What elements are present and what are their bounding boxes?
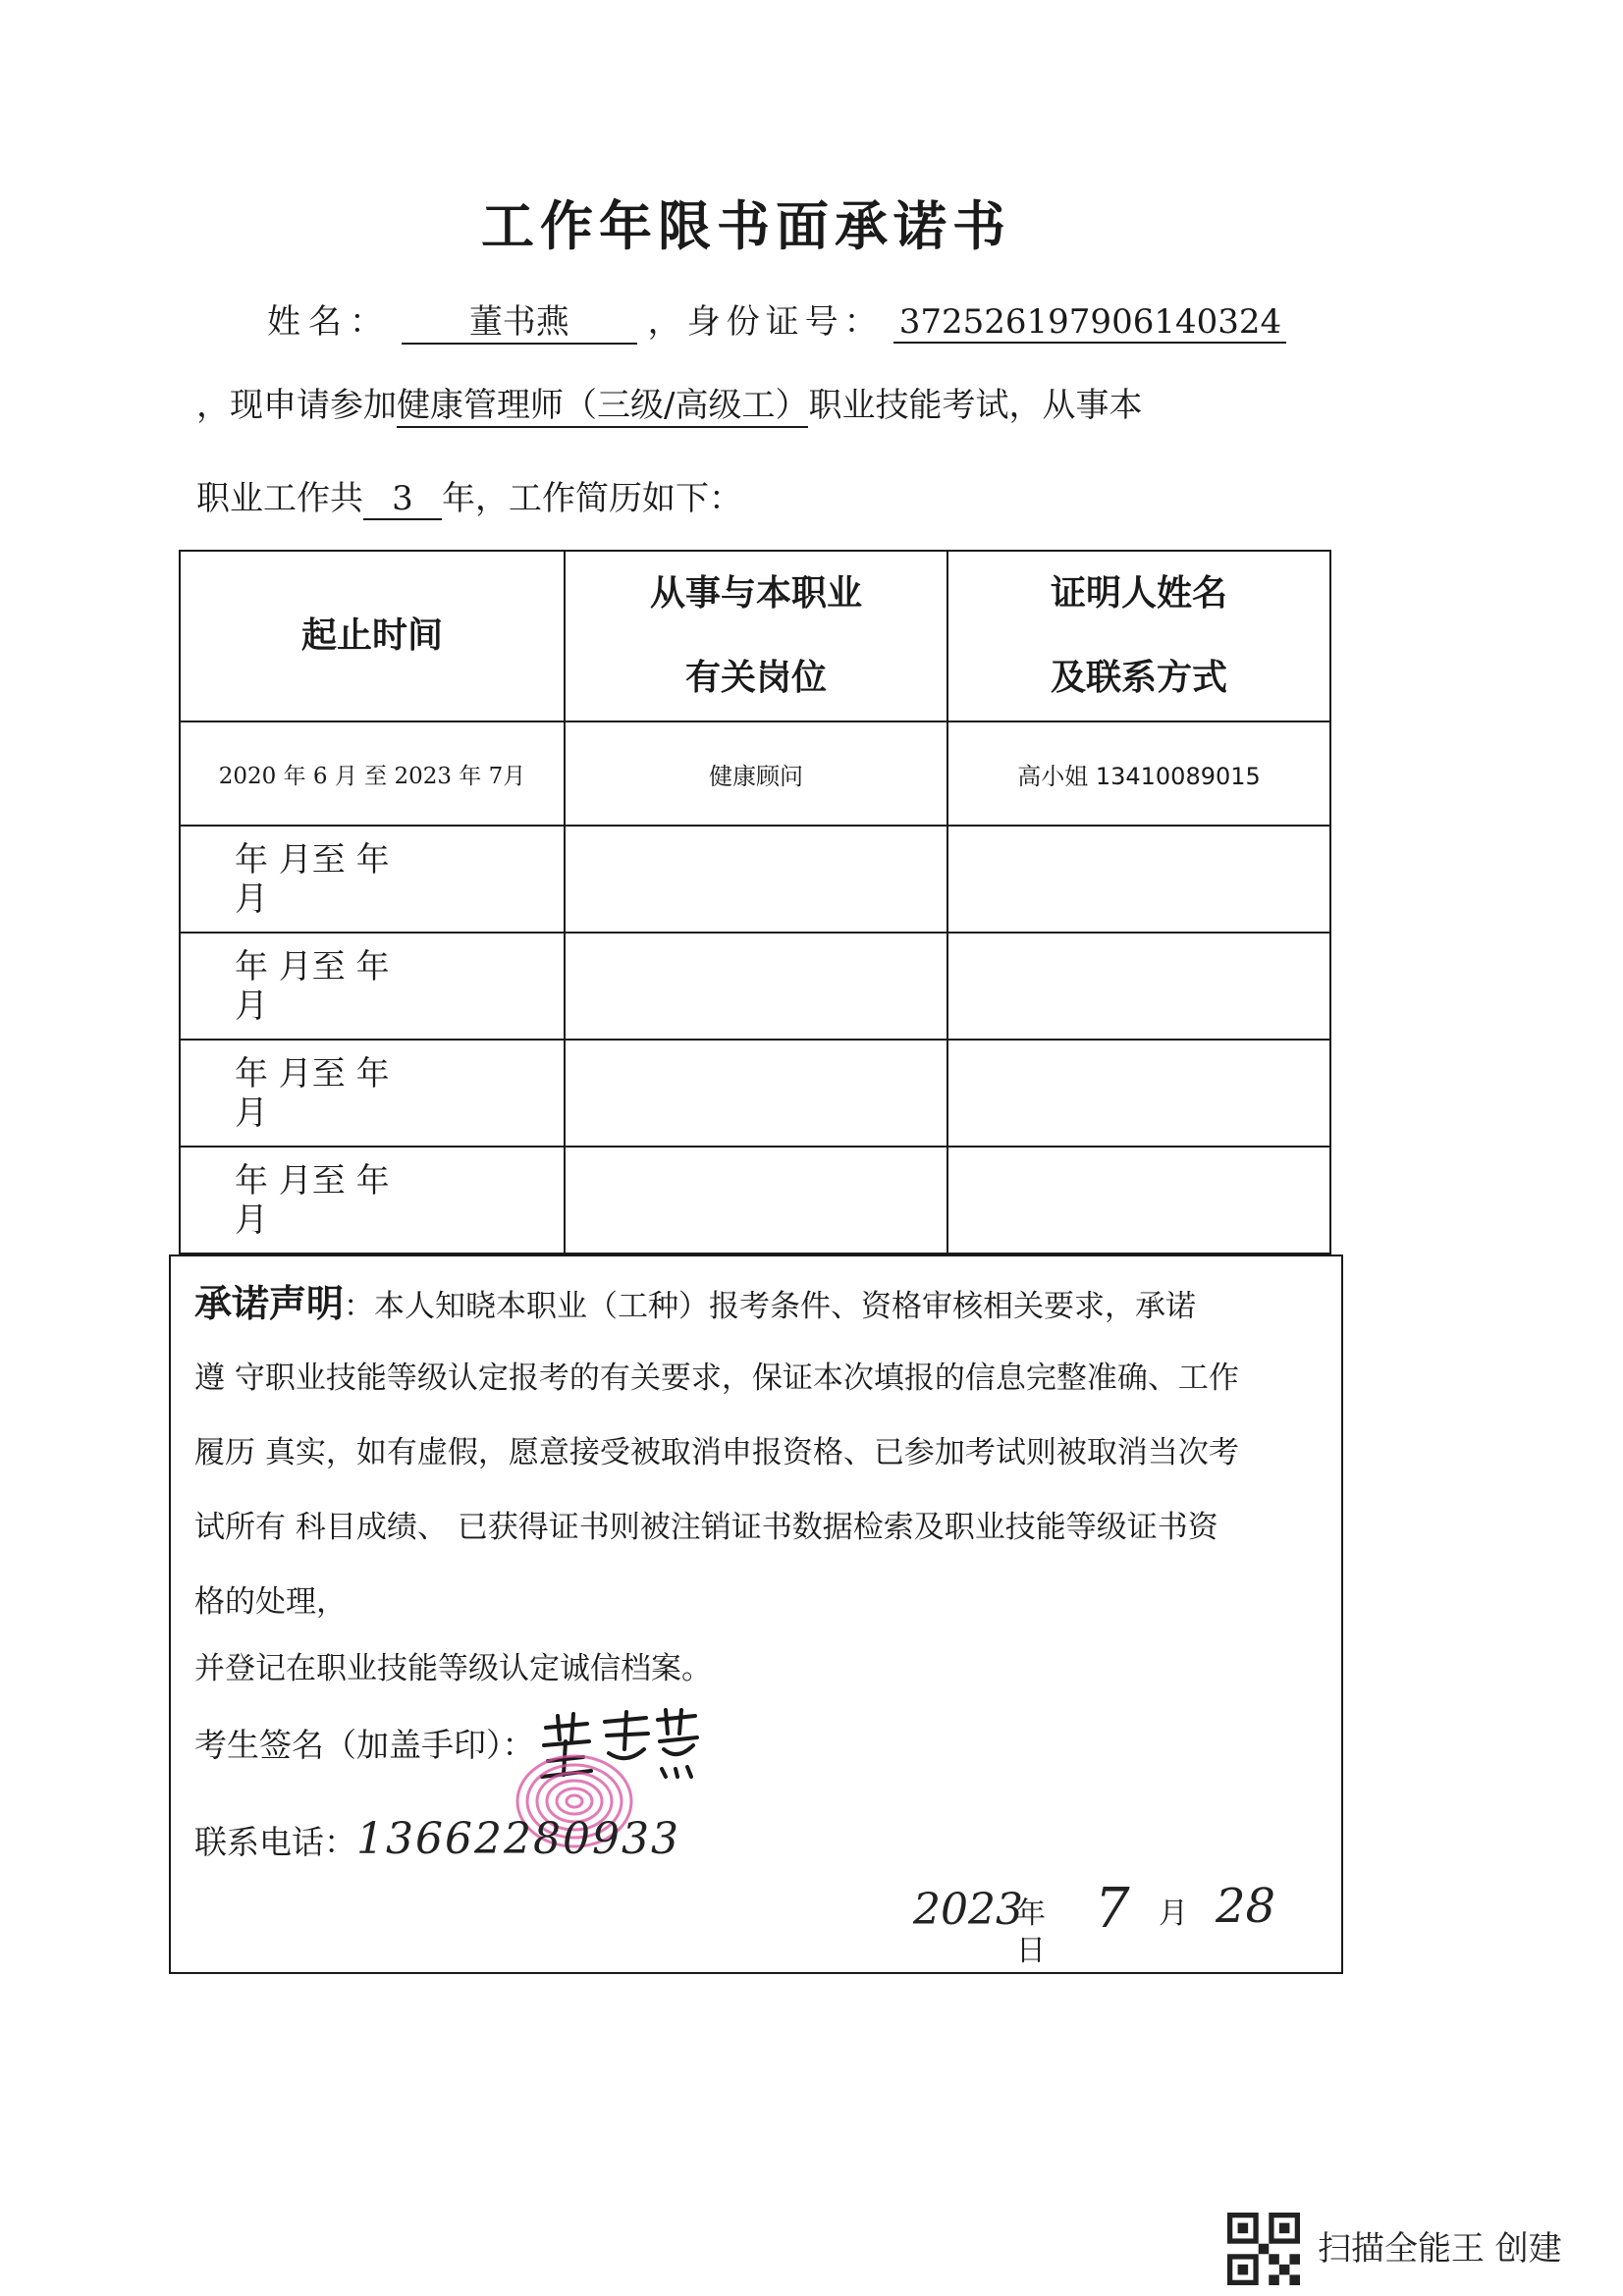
header-reference: 证明人姓名 及联系方式: [947, 551, 1330, 721]
date-day: 28: [1216, 1879, 1276, 1934]
phone-label: 联系电话：: [194, 1823, 356, 1861]
id-label: ，身份证号：: [647, 302, 884, 342]
date-month-label: 月: [1159, 1896, 1188, 1931]
pledge-line-3: 履历 真实，如有虚假，愿意接受被取消申报资格、已参加考试则被取消当次考: [194, 1435, 1239, 1470]
reference-cell: [947, 826, 1330, 933]
reference-cell: [947, 1147, 1330, 1254]
position-cell: [565, 1040, 947, 1147]
name-value: 董书燕: [402, 294, 637, 345]
years-value: 3: [363, 479, 442, 520]
name-label: 姓名：: [267, 302, 391, 342]
phone-line: [194, 1814, 680, 1864]
period-cell: 2020 年 6 月 至 2023 年 7月: [180, 721, 565, 826]
scanner-brand-text: 扫描全能王 创建: [1318, 2229, 1562, 2269]
pledge-line-2: 遵 守职业技能等级认定报考的有关要求，保证本次填报的信息完整准确、工作: [194, 1361, 1239, 1396]
identity-line: [267, 294, 1286, 345]
years-prefix: 职业工作共: [196, 479, 363, 518]
date-year-label: 年: [1016, 1896, 1046, 1931]
period-cell: 年 月至 年 月: [180, 1040, 565, 1147]
id-number-value: 372526197906140324: [893, 302, 1286, 344]
header-period: 起止时间: [180, 551, 565, 721]
position-cell: [565, 826, 947, 933]
years-suffix: 年，工作简历如下：: [442, 479, 742, 518]
period-cell: 年 月至 年 月: [180, 826, 565, 933]
date-month: 7: [1095, 1877, 1130, 1941]
position-cell: [565, 1147, 947, 1254]
qr-code-icon: [1227, 2213, 1300, 2285]
position-cell: [565, 933, 947, 1040]
table-row: [180, 1147, 1330, 1254]
pledge-heading: 承诺声明: [194, 1282, 345, 1325]
phone-value: 13662280933: [356, 1814, 680, 1864]
pledge-line-6: 并登记在职业技能等级认定诚信档案。: [194, 1651, 712, 1686]
reference-cell: [947, 933, 1330, 1040]
pledge-line-4: 试所有 科目成绩、 已获得证书则被注销证书数据检索及职业技能等级证书资: [194, 1510, 1218, 1545]
pledge-line-5: 格的处理，: [194, 1584, 347, 1620]
table-row: [180, 1040, 1330, 1147]
exam-name: 健康管理师（三级/高级工）: [397, 378, 808, 428]
table-row: [180, 933, 1330, 1040]
position-cell: 健康顾问: [565, 721, 947, 826]
work-history-table: [179, 550, 1331, 1255]
reference-cell: 高小姐 13410089015: [947, 721, 1330, 826]
pledge-line-1: 承诺声明：本人知晓本职业（工种）报考条件、资格审核相关要求，承诺: [194, 1282, 1197, 1325]
apply-line: [196, 378, 1142, 428]
reference-cell: [947, 1040, 1330, 1147]
signature-label: 考生签名（加盖手印）：: [194, 1726, 535, 1764]
period-cell: 年 月至 年 月: [180, 933, 565, 1040]
date-year: 2023: [913, 1885, 1023, 1935]
date-day-label: 日: [1016, 1934, 1046, 1968]
table-row: [180, 826, 1330, 933]
apply-prefix: ，现申请参加: [196, 386, 397, 425]
page-title: 工作年限书面承诺书: [481, 195, 1011, 257]
table-header-row: [180, 551, 1330, 721]
table-row: [180, 721, 1330, 826]
years-line: [196, 471, 742, 520]
header-position: 从事与本职业 有关岗位: [565, 551, 947, 721]
apply-suffix: 职业技能考试，从事本: [808, 386, 1143, 425]
period-cell: 年 月至 年 月: [180, 1147, 565, 1254]
